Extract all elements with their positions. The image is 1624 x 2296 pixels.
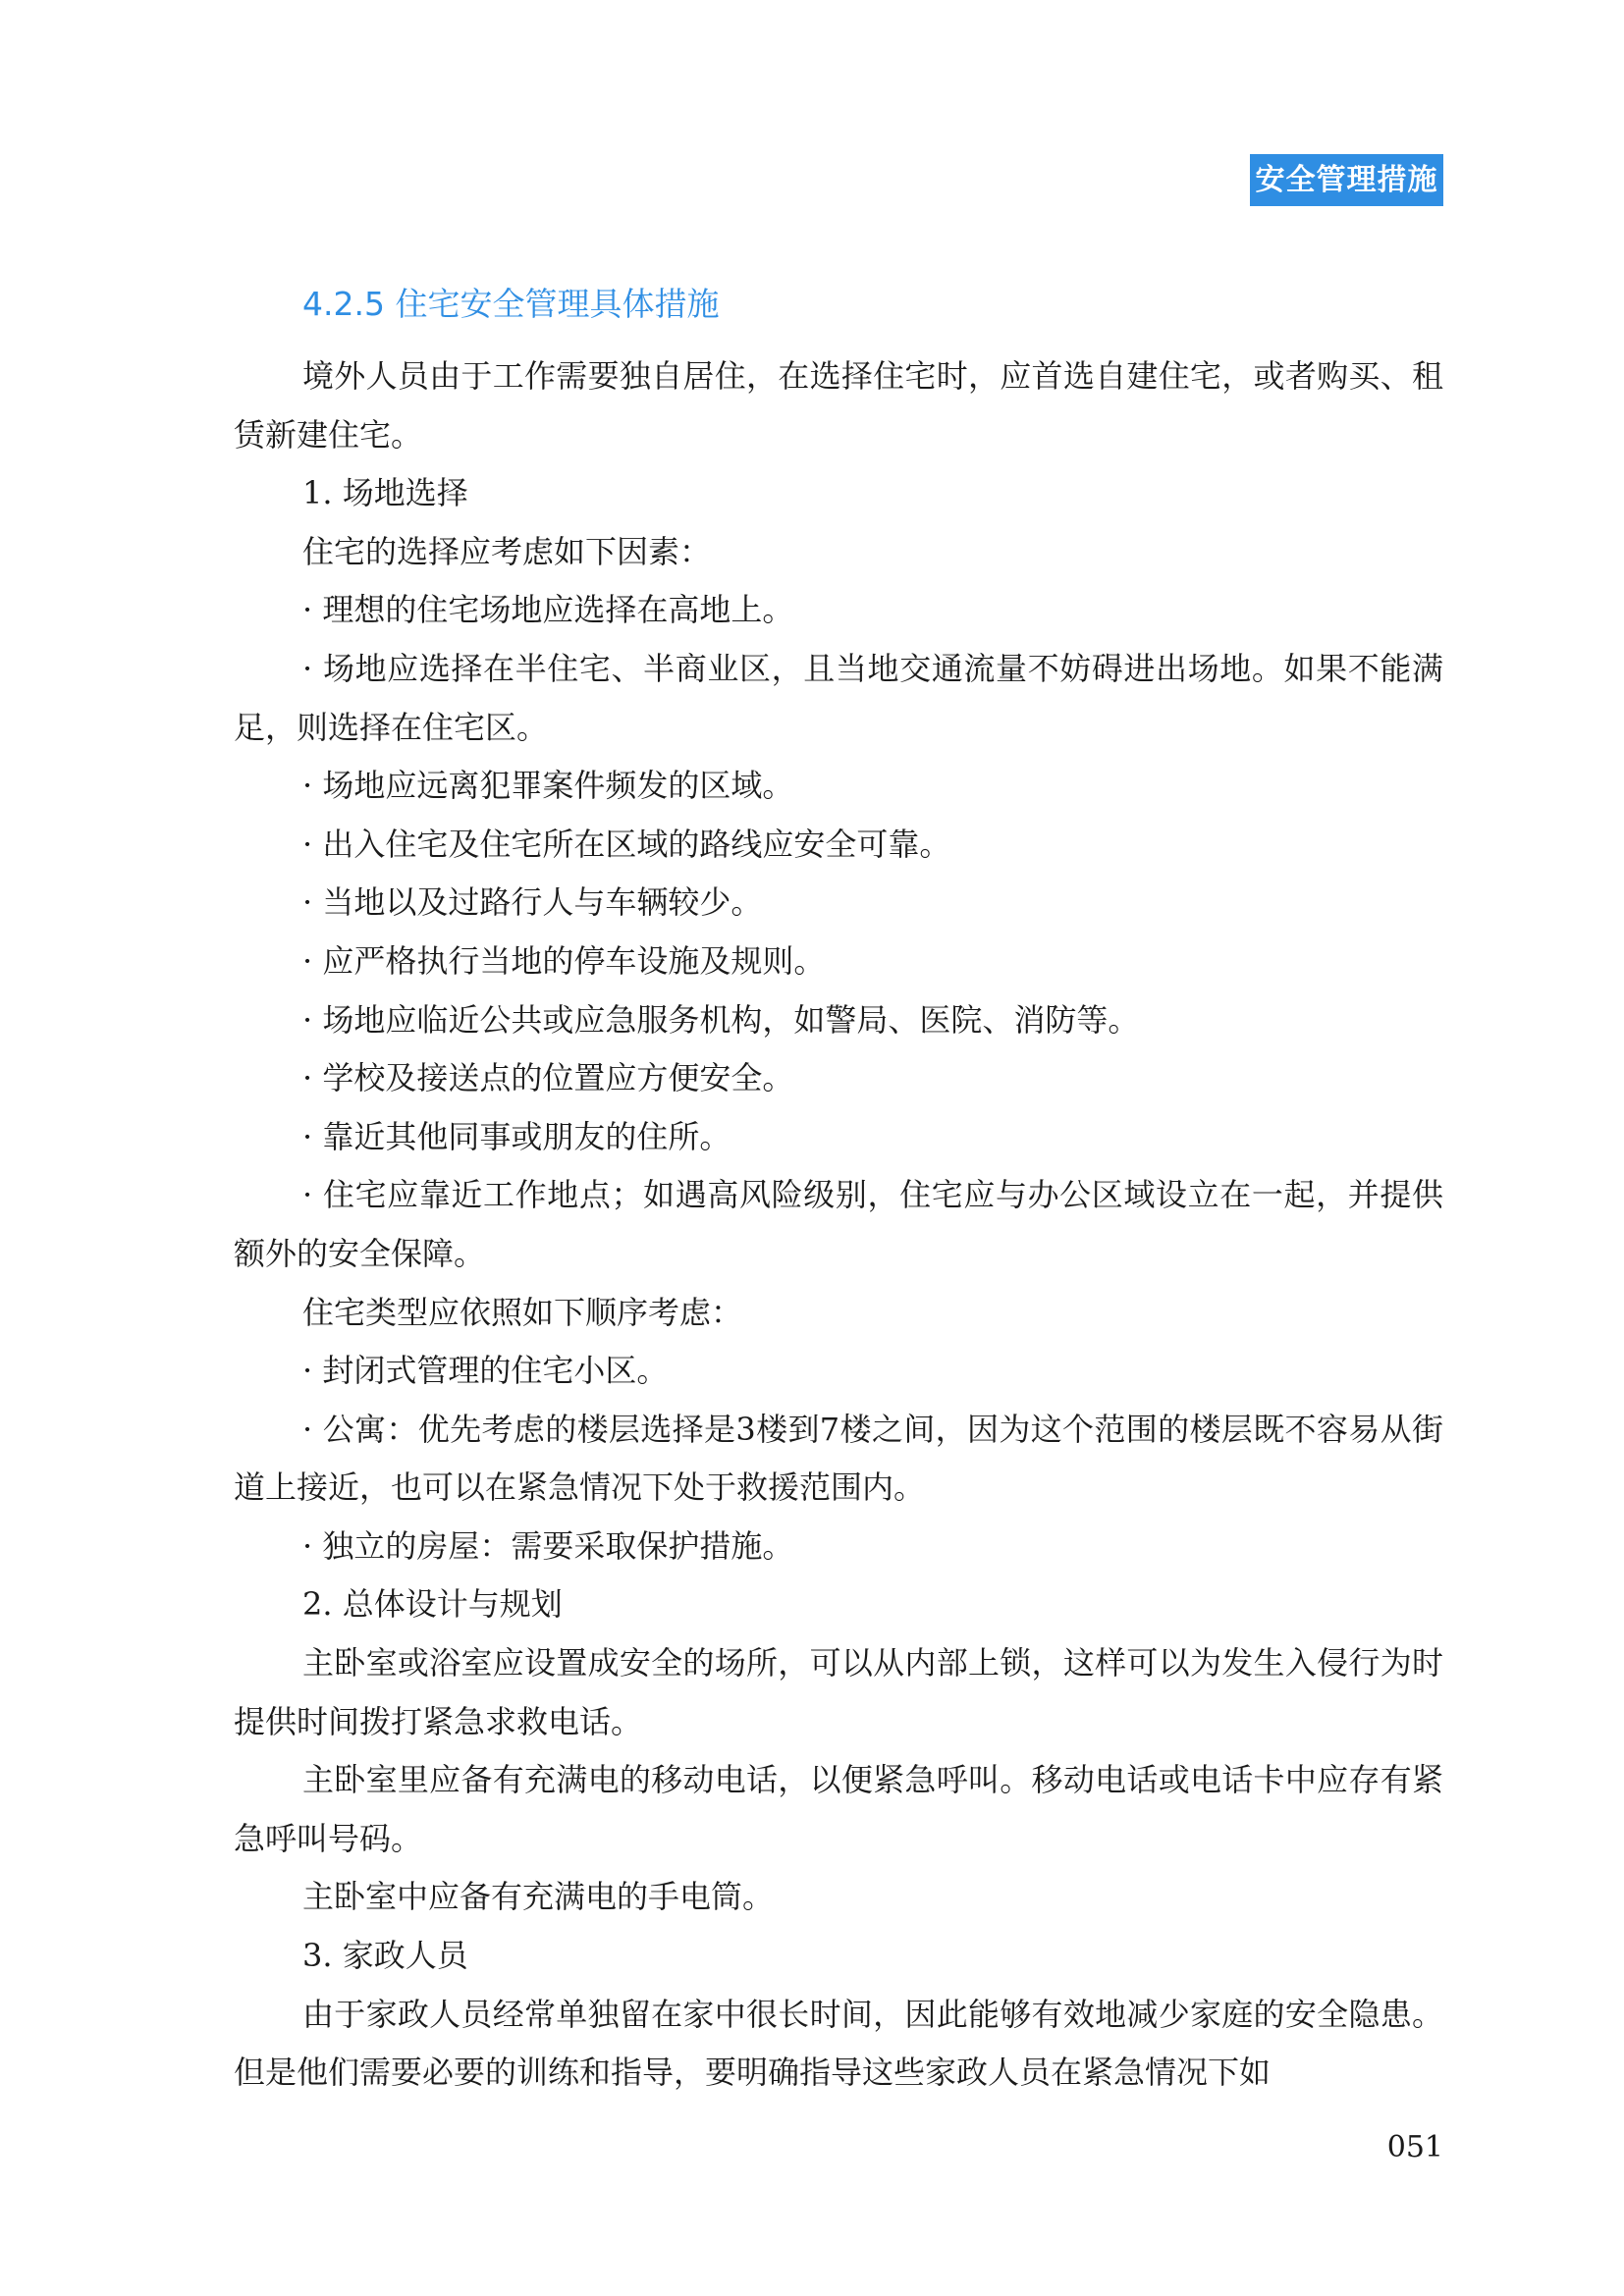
paragraph: 主卧室里应备有充满电的移动电话，以便紧急呼叫。移动电话或电话卡中应存有紧急呼叫号码。 bbox=[234, 1761, 1443, 1857]
paragraph: 住宅的选择应考虑如下因素： bbox=[302, 532, 712, 570]
bullet-item: · 出入住宅及住宅所在区域的路线应安全可靠。 bbox=[302, 825, 951, 863]
bullet-item: · 应严格执行当地的停车设施及规则。 bbox=[302, 941, 826, 980]
bullet-item: · 独立的房屋：需要采取保护措施。 bbox=[302, 1526, 794, 1565]
bullet-item: · 住宅应靠近工作地点；如遇高风险级别，住宅应与办公区域设立在一起，并提供额外的安全保障。 bbox=[234, 1176, 1443, 1272]
bullet-item: · 学校及接送点的位置应方便安全。 bbox=[302, 1059, 794, 1097]
bullet-item: · 场地应临近公共或应急服务机构，如警局、医院、消防等。 bbox=[302, 1000, 1140, 1039]
subsection-heading: 1. 场地选择 bbox=[302, 474, 468, 512]
bullet-item: · 靠近其他同事或朋友的住所。 bbox=[302, 1117, 731, 1155]
paragraph: 住宅类型应依照如下顺序考虑： bbox=[302, 1293, 743, 1331]
paragraph: 由于家政人员经常单独留在家中很长时间，因此能够有效地减少家庭的安全隐患。但是他们需要必要的训练和指导，要明确指导这些家政人员在紧急情况下如 bbox=[234, 1995, 1443, 2092]
paragraph: 境外人员由于工作需要独自居住，在选择住宅时，应首选自建住宅，或者购买、租赁新建住宅。 bbox=[234, 357, 1443, 454]
subsection-heading: 2. 总体设计与规划 bbox=[302, 1585, 563, 1624]
paragraph: 主卧室中应备有充满电的手电筒。 bbox=[302, 1878, 775, 1916]
paragraph: 主卧室或浴室应设置成安全的场所，可以从内部上锁，这样可以为发生入侵行为时提供时间拨打紧急求救电话。 bbox=[234, 1644, 1443, 1740]
body-text bbox=[234, 347, 1443, 2103]
bullet-item: · 封闭式管理的住宅小区。 bbox=[302, 1352, 669, 1390]
page-number: 051 bbox=[1386, 2130, 1443, 2164]
bullet-item: · 场地应远离犯罪案件频发的区域。 bbox=[302, 767, 794, 805]
subsection-heading: 3. 家政人员 bbox=[302, 1937, 468, 1975]
bullet-item: · 当地以及过路行人与车辆较少。 bbox=[302, 883, 763, 922]
chapter-header-tag: 安全管理措施 bbox=[1250, 154, 1443, 206]
section-heading: 4.2.5 住宅安全管理具体措施 bbox=[302, 285, 720, 323]
bullet-item: · 场地应选择在半住宅、半商业区，且当地交通流量不妨碍进出场地。如果不能满足，则选择在住宅区。 bbox=[234, 649, 1443, 746]
bullet-item: · 理想的住宅场地应选择在高地上。 bbox=[302, 591, 794, 629]
bullet-item: · 公寓：优先考虑的楼层选择是3楼到7楼之间，因为这个范围的楼层既不容易从街道上接近，也可以在紧急情况下处于救援范围内。 bbox=[234, 1410, 1443, 1507]
